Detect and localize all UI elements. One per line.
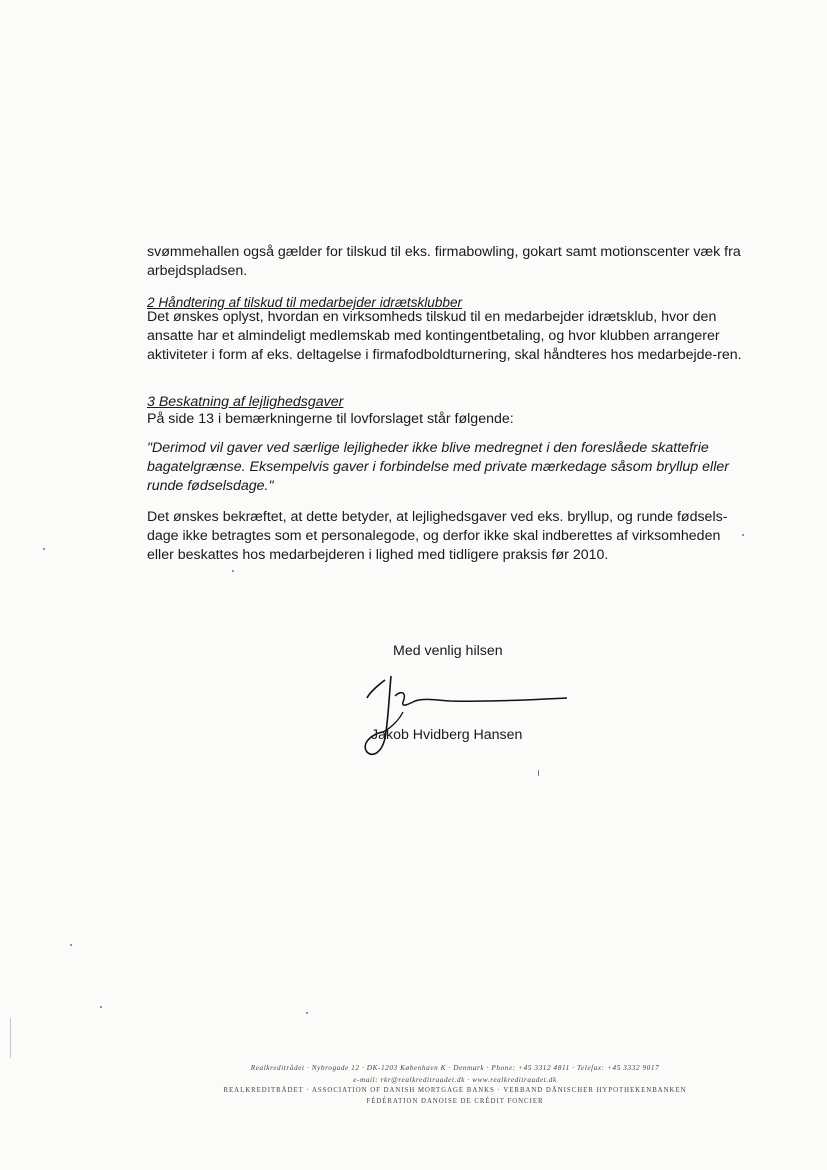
footer-address: Realkreditrådet · Nybrogade 12 · DK-1203 København K · Denmark · Phone: +45 3312 4811 · Telefax: +45 3332 9017 — [250, 1064, 660, 1072]
scan-speck — [742, 534, 744, 536]
section3-intro: På side 13 i bemærkningerne til lovforslaget står følgende: — [147, 411, 514, 427]
section2-body: Det ønskes oplyst, hvordan en virksomheds tilskud til en medarbejder idrætsklub, hvor den ansatte har et almindeligt medlemskab med kontingentbetaling, og hvor klubben arrangerer aktiviteter i form af eks. deltagelse i firmafodboldturnering, skal håndteres hos medarbejde-ren. — [147, 309, 742, 363]
footer-federation: FÉDÉRATION DANOISE DE CRÉDIT FONCIER — [366, 1098, 544, 1105]
signatory-name: Jakob Hvidberg Hansen — [371, 727, 523, 743]
footer-contact: e-mail: rkr@realkreditraadet.dk · www.realkreditraadet.dk — [353, 1076, 557, 1084]
scan-speck — [43, 548, 45, 550]
section3-quote: "Derimod vil gaver ved særlige lejligheder ikke blive medregnet i den foreslåede skattefrie bagatelgrænse. Eksempelvis gaver i forbindelse med private mærkedage såsom bryllup eller runde fødselsdage." — [147, 440, 729, 494]
scan-speck — [10, 1018, 11, 1058]
footer-associations: REALKREDITRÅDET · ASSOCIATION OF DANISH MORTGAGE BANKS · VERBAND DÄNISCHER HYPOTHEKENBANKEN — [223, 1087, 687, 1094]
section2-heading: 2 Håndtering af tilskud til medarbejder idrætsklubber — [147, 295, 463, 310]
scan-speck — [232, 570, 234, 572]
handwritten-signature — [355, 668, 585, 763]
intro-paragraph: svømmehallen også gælder for tilskud til eks. firmabowling, gokart samt motionscenter væk fra arbejdspladsen. — [147, 244, 741, 279]
section3-heading: 3 Beskatning af lejlighedsgaver — [147, 394, 344, 410]
closing-greeting: Med venlig hilsen — [393, 643, 503, 659]
scan-speck — [538, 770, 539, 776]
scan-speck — [70, 944, 72, 946]
scan-speck — [100, 1006, 102, 1008]
section3-body: Det ønskes bekræftet, at dette betyder, at lejlighedsgaver ved eks. bryllup, og runde fødsels-dage ikke betragtes som et personalegode, og derfor ikke skal indberettes af virksomheden eller beskattes hos medarbejderen i lighed med tidligere praksis før 2010. — [147, 509, 728, 563]
scan-speck — [306, 1012, 308, 1014]
